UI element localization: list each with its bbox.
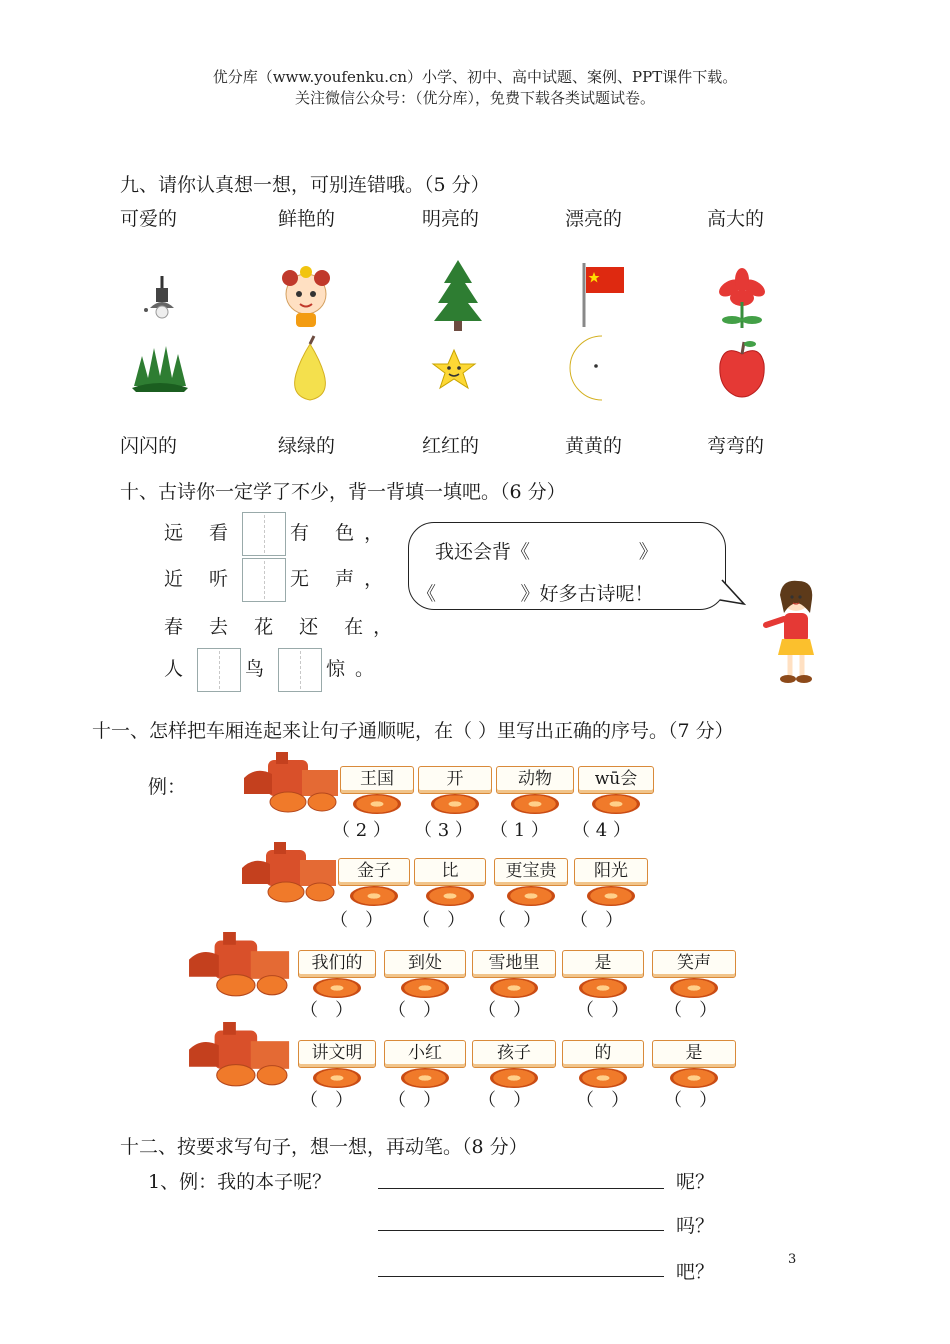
car-wheel [490,978,538,998]
car-label: wū会 [578,766,654,794]
sentence-ending: 呢？ [676,1171,715,1193]
train-car [652,1038,736,1090]
car-wheel [353,794,401,814]
q9-word: 弯弯的 [707,435,765,457]
car-wheel [426,886,474,906]
tree-icon [418,255,498,335]
q11-title: 十一、怎样把车厢连起来让句子通顺呢，在（ ）里写出正确的序号。（7 分） [92,720,734,742]
train-car [652,948,736,1000]
car-label: 开 [418,766,492,794]
train-car [298,1038,376,1090]
poem-text: 鸟 [245,658,275,680]
sentence-ending: 吗？ [676,1215,715,1237]
answer-paren[interactable]: （ ） [300,1090,354,1111]
car-label: 讲文明 [298,1040,376,1068]
poem-text: 有 色， [290,522,394,544]
answer-value: 2 [355,820,368,841]
car-label: 我们的 [298,950,376,978]
grass-icon [120,330,200,410]
answer-line[interactable] [378,1230,664,1231]
car-wheel [511,794,559,814]
fill-box[interactable] [197,648,241,692]
q12-title: 十二、按要求写句子，想一想，再动笔。（8 分） [120,1136,528,1158]
star-icon [414,330,494,410]
answer-value: 3 [437,820,450,841]
train-car [494,856,568,908]
car-wheel [592,794,640,814]
car-wheel [490,1068,538,1088]
car-label: 是 [562,950,644,978]
train-car [472,1038,556,1090]
poem-text: 远 看 [164,522,239,544]
car-label: 比 [414,858,486,886]
q9-word: 可爱的 [120,208,178,230]
q9-title: 九、请你认真想一想，可别连错哦。（5 分） [120,174,490,196]
poem-text: 惊。 [326,658,385,680]
crescent-moon-icon [556,328,636,408]
car-wheel [401,1068,449,1088]
q9-word: 红红的 [422,435,480,457]
answer-paren[interactable]: （ 1 ） [490,820,549,841]
q9-word: 绿绿的 [278,435,336,457]
poem-line-3: 春 去 花 还 在， [164,616,403,638]
car-wheel [670,1068,718,1088]
answer-paren[interactable]: （ ） [388,1090,442,1111]
answer-line[interactable] [378,1276,664,1277]
flag-icon [570,255,650,335]
answer-paren[interactable]: （ ） [478,1000,532,1021]
poem-text: 无 声， [290,568,394,590]
answer-paren[interactable]: （ 2 ） [332,820,391,841]
header-line-2: 关注微信公众号：（优分库），免费下载各类试题试卷。 [294,89,655,107]
car-label: 是 [652,1040,736,1068]
answer-value: 1 [513,820,526,841]
train-car [298,948,376,1000]
train-car [384,948,466,1000]
answer-paren[interactable]: （ ） [388,1000,442,1021]
q10-title: 十、古诗你一定学了不少，背一背填一填吧。（6 分） [120,481,566,503]
car-label: 金子 [338,858,410,886]
train-car [578,764,654,816]
answer-paren[interactable]: （ ） [664,1000,718,1021]
car-label: 到处 [384,950,466,978]
header-line-1: 优分库（www.youfenku.cn）小学、初中、高中试题、案例、PPT课件下载。 [212,68,738,86]
speech-bubble [408,522,726,610]
girl-doll-icon [266,258,346,338]
fill-box[interactable] [242,512,286,556]
train-car [472,948,556,1000]
car-label: 的 [562,1040,644,1068]
answer-paren[interactable]: （ ） [300,1000,354,1021]
q9-word: 漂亮的 [565,208,623,230]
car-label: 雪地里 [472,950,556,978]
train-car [562,1038,644,1090]
train-car [496,764,574,816]
car-wheel [670,978,718,998]
fill-box[interactable] [278,648,322,692]
car-label: 阳光 [574,858,648,886]
car-wheel [579,978,627,998]
bubble-line-2: 《 》好多古诗呢！ [417,583,654,605]
train-car [574,856,648,908]
answer-paren[interactable]: （ ） [412,910,466,931]
car-label: 笑声 [652,950,736,978]
answer-paren[interactable]: （ ） [570,910,624,931]
train-car [340,764,414,816]
locomotive-icon [236,842,340,904]
poem-line-2 [164,558,393,602]
pear-icon [270,330,350,410]
car-label: 小红 [384,1040,466,1068]
car-label: 王国 [340,766,414,794]
fill-box[interactable] [242,558,286,602]
car-wheel [579,1068,627,1088]
answer-paren[interactable]: （ ） [576,1000,630,1021]
answer-line[interactable] [378,1188,664,1189]
answer-value: 4 [595,820,608,841]
answer-paren[interactable]: （ 3 ） [414,820,473,841]
car-wheel [313,1068,361,1088]
example-label: 例： [148,776,187,798]
train-car [418,764,492,816]
apple-icon [702,330,782,410]
car-wheel [507,886,555,906]
lamp-icon [120,258,200,338]
poem-line-4 [164,648,384,692]
q12-item-1: 1、例：我的本子呢？ [148,1171,332,1193]
locomotive-icon [178,932,298,998]
answer-paren[interactable]: （ ） [664,1090,718,1111]
bubble-tail [718,578,748,608]
bubble-line-1: 我还会背《 》 [435,541,658,563]
car-label: 更宝贵 [494,858,568,886]
q9-word: 闪闪的 [120,435,178,457]
q9-word: 明亮的 [422,208,480,230]
car-wheel [431,794,479,814]
q9-word: 高大的 [707,208,765,230]
locomotive-icon [238,752,342,814]
page-number: 3 [788,1252,797,1267]
locomotive-icon [178,1022,298,1088]
answer-paren[interactable]: （ ） [576,1090,630,1111]
sentence-ending: 吧？ [676,1261,715,1283]
girl-icon [760,575,830,690]
red-flower-icon [702,258,782,338]
car-wheel [350,886,398,906]
train-car [338,856,410,908]
poem-line-1 [164,512,393,556]
car-wheel [587,886,635,906]
answer-paren[interactable]: （ ） [330,910,384,931]
train-car [384,1038,466,1090]
answer-paren[interactable]: （ ） [488,910,542,931]
q9-word: 黄黄的 [565,435,623,457]
answer-paren[interactable]: （ 4 ） [572,820,631,841]
car-wheel [401,978,449,998]
poem-text: 近 听 [164,568,239,590]
car-label: 动物 [496,766,574,794]
train-car [562,948,644,1000]
answer-paren[interactable]: （ ） [478,1090,532,1111]
q9-word: 鲜艳的 [278,208,336,230]
car-wheel [313,978,361,998]
car-label: 孩子 [472,1040,556,1068]
poem-text: 人 [164,658,194,680]
train-car [414,856,486,908]
